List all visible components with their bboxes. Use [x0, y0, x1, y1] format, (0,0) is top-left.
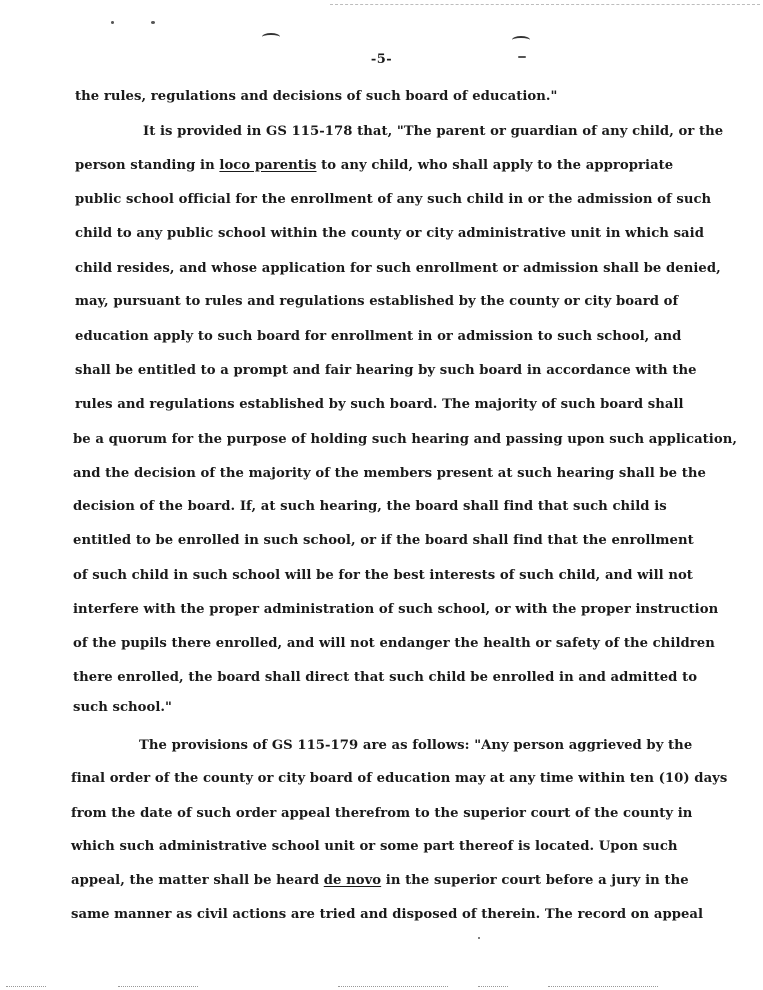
text-line: such school." — [73, 700, 172, 715]
text-segment: to any child, who shall apply to the appropriate — [316, 158, 674, 173]
text-line: be a quorum for the purpose of holding such hearing and passing upon such application, — [73, 432, 737, 447]
text-line: from the date of such order appeal therefrom to the superior court of the county in — [71, 806, 693, 821]
text-line — [71, 873, 689, 889]
text-line: may, pursuant to rules and regulations established by the county or city board of — [75, 294, 679, 309]
text-line: public school official for the enrollment of any such child in or the admission of such — [75, 192, 712, 207]
text-line: interfere with the proper administration of such school, or with the proper instruction — [73, 602, 719, 617]
text-line — [75, 158, 673, 174]
text-line: there enrolled, the board shall direct that such child be enrolled in and admitted to — [73, 670, 698, 685]
scan-top-border — [330, 4, 760, 5]
text-line: The provisions of GS 115-179 are as follows: "Any person aggrieved by the — [139, 738, 693, 753]
text-line: rules and regulations established by such board. The majority of such board shall — [75, 397, 684, 412]
scan-bottom-mark — [118, 986, 198, 987]
text-line: which such administrative school unit or some part thereof is located. Upon such — [71, 839, 678, 854]
text-line: entitled to be enrolled in such school, or if the board shall find that the enrollment — [73, 533, 694, 548]
text-line: the rules, regulations and decisions of such board of education." — [75, 89, 558, 104]
scan-mark — [512, 36, 530, 44]
text-segment: person standing in — [75, 158, 220, 173]
scan-bottom-mark — [338, 986, 448, 987]
text-line: It is provided in GS 115-178 that, "The parent or guardian of any child, or the — [143, 124, 724, 139]
text-line: shall be entitled to a prompt and fair hearing by such board in accordance with the — [75, 363, 697, 378]
text-line: of such child in such school will be for the best interests of such child, and will not — [73, 568, 693, 583]
text-line: final order of the county or city board of education may at any time within ten (10) days — [71, 771, 728, 786]
scan-bottom-mark — [548, 986, 658, 987]
text-line: decision of the board. If, at such hearing, the board shall find that such child is — [73, 499, 667, 514]
text-line: child to any public school within the county or city administrative unit in which said — [75, 226, 704, 241]
latin-term-de-novo: de novo — [323, 873, 382, 888]
scan-mark — [262, 33, 280, 41]
latin-term-loco-parentis: loco parentis — [219, 158, 317, 173]
text-line: education apply to such board for enrollment in or admission to such school, and — [75, 329, 682, 344]
text-line: and the decision of the majority of the members present at such hearing shall be the — [73, 466, 706, 481]
text-line: of the pupils there enrolled, and will not endanger the health or safety of the children — [73, 636, 715, 651]
text-segment: in the superior court before a jury in the — [381, 873, 689, 888]
scan-bottom-mark — [478, 986, 508, 987]
page-number: -5- — [370, 52, 393, 67]
text-line: same manner as civil actions are tried and disposed of therein. The record on appeal — [71, 907, 704, 922]
text-line: child resides, and whose application for such enrollment or admission shall be denied, — [75, 261, 721, 276]
text-segment: appeal, the matter shall be heard — [71, 873, 324, 888]
scan-speck — [151, 21, 155, 24]
scan-speck — [478, 937, 480, 939]
scan-bottom-mark — [6, 986, 46, 987]
scan-speck — [111, 21, 114, 24]
